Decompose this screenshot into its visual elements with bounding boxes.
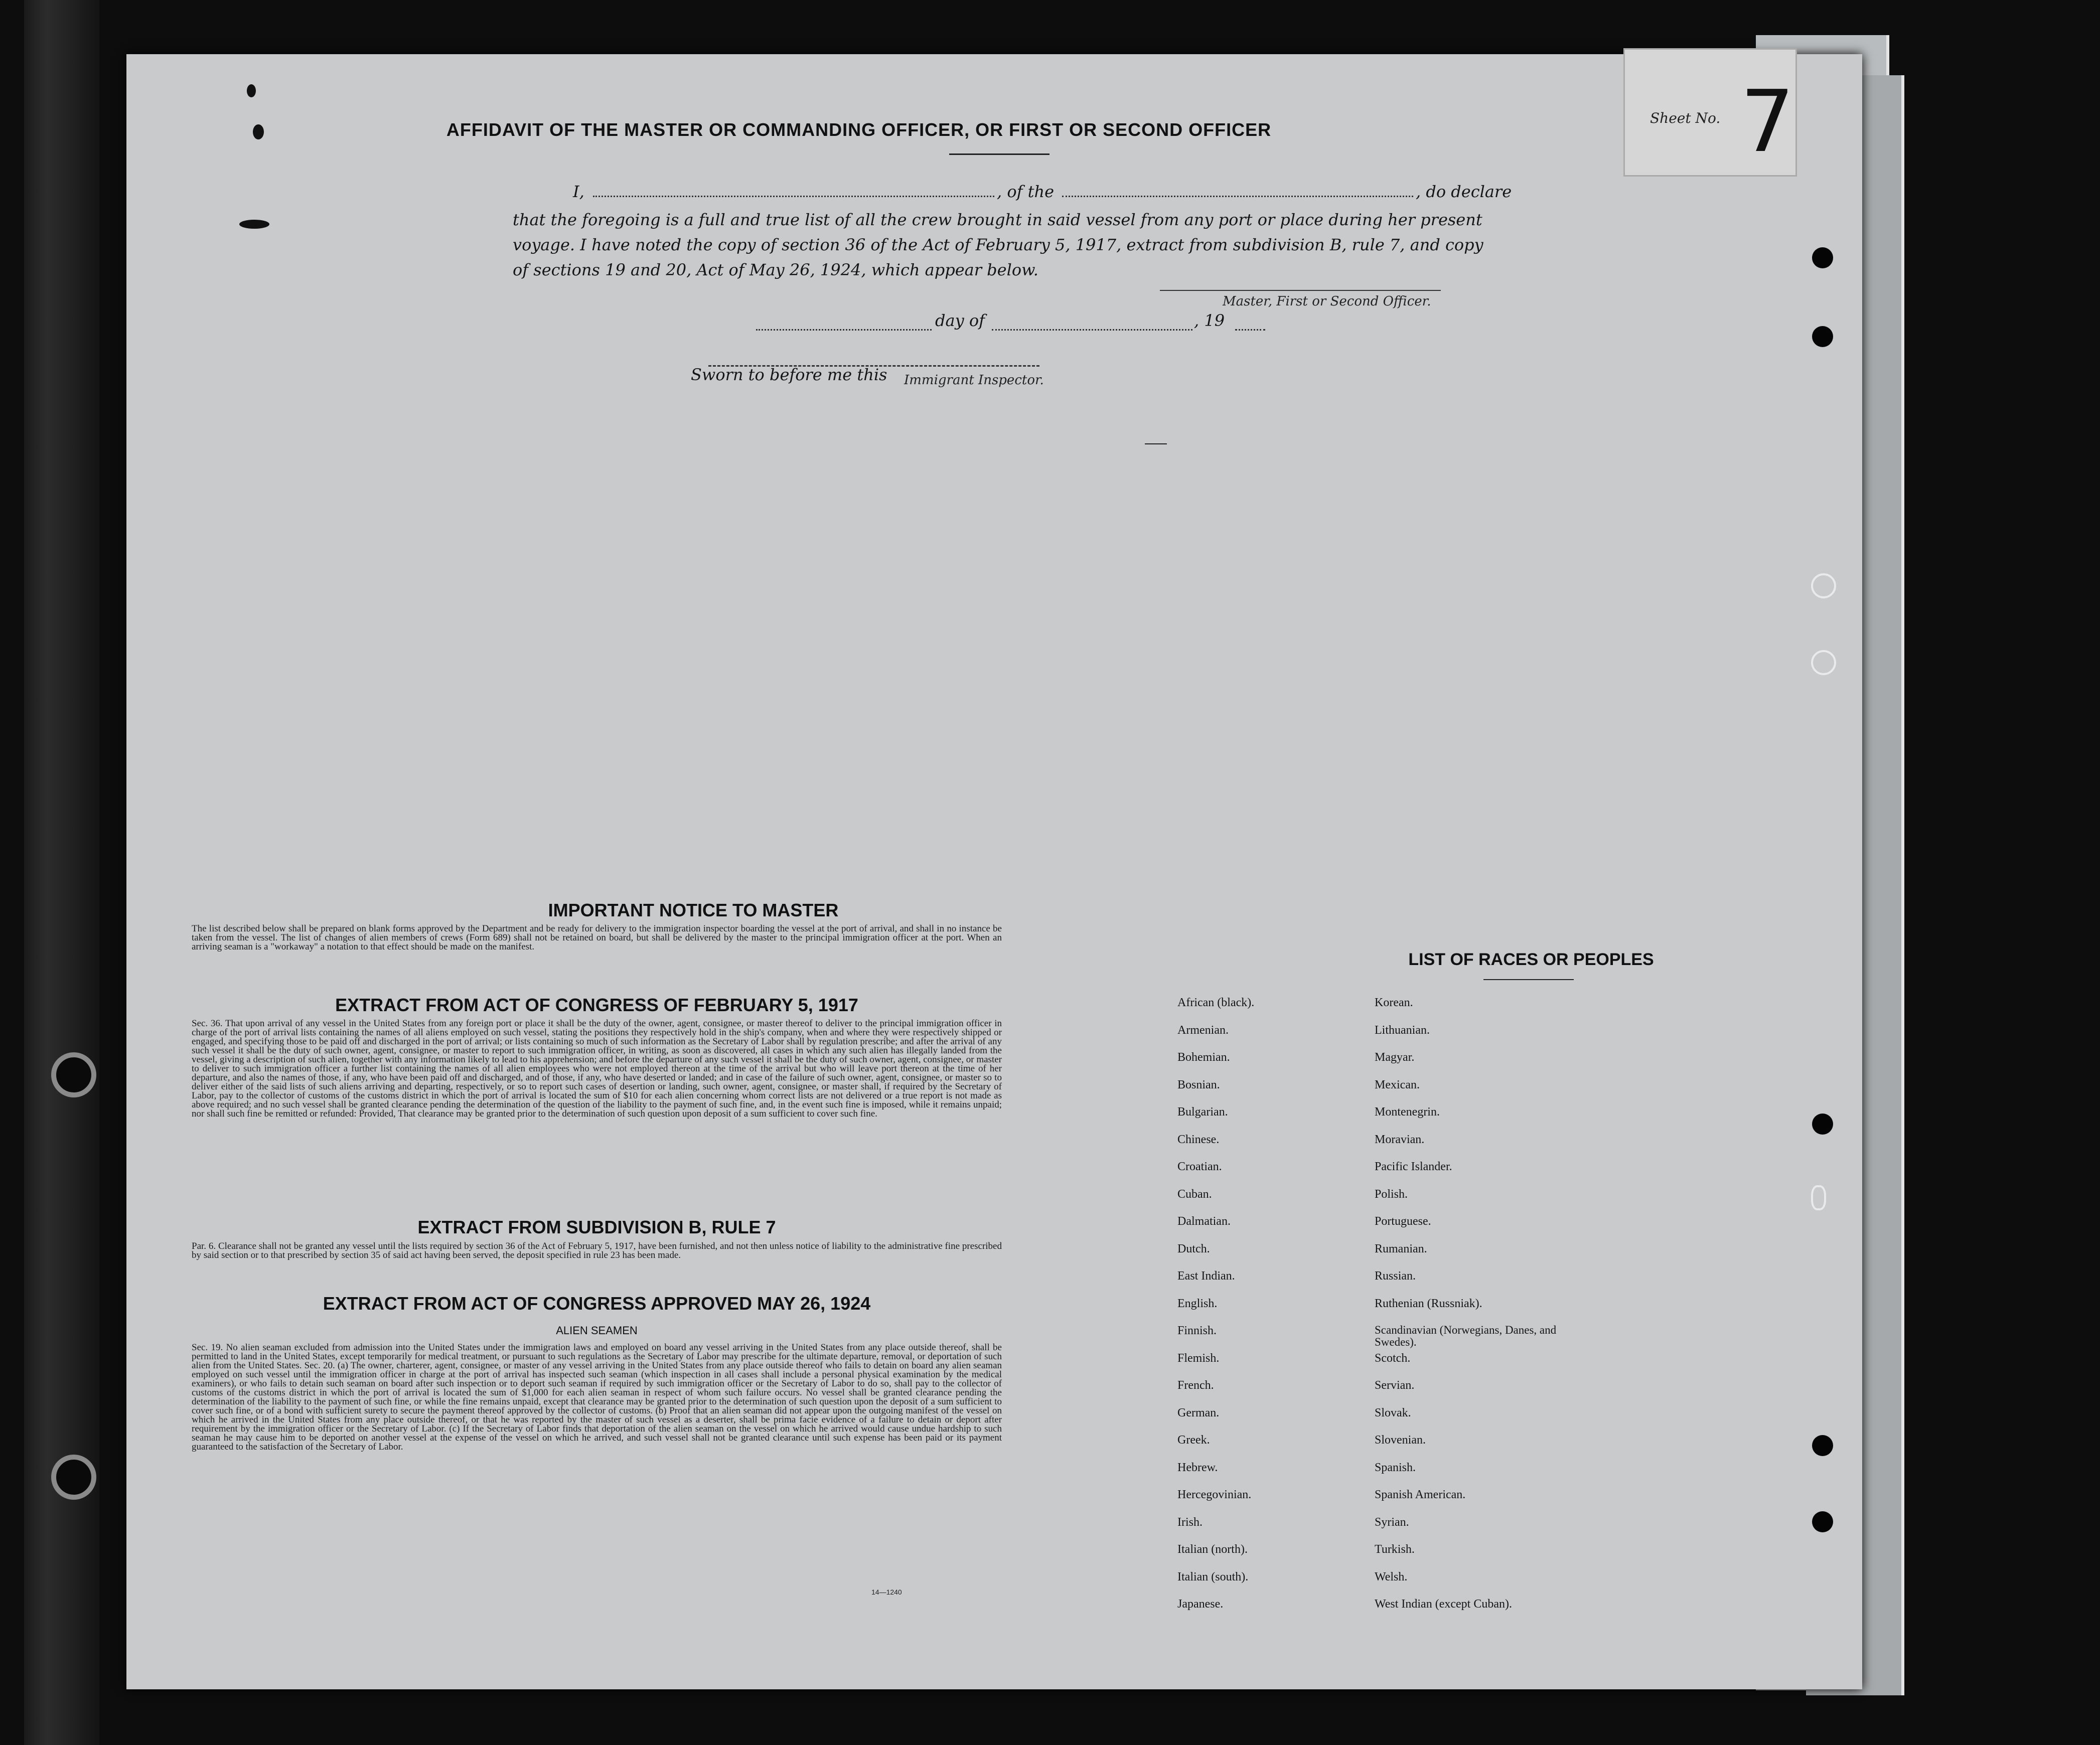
race-item: Dutch. — [1177, 1242, 1210, 1255]
race-item: Ruthenian (Russniak). — [1375, 1297, 1482, 1310]
ink-smudge — [239, 220, 269, 229]
race-item: Magyar. — [1375, 1051, 1415, 1064]
affidavit-line4: of sections 19 and 20, Act of May 26, 1924, which appear below. — [513, 260, 1038, 279]
race-item: Hercegovinian. — [1177, 1488, 1252, 1501]
race-item: Dalmatian. — [1177, 1215, 1231, 1228]
race-item: Flemish. — [1177, 1351, 1220, 1365]
races-left-column — [1177, 996, 1254, 1625]
affidavit-line1 — [573, 182, 584, 201]
i-label: I, — [573, 182, 584, 201]
race-item: Polish. — [1375, 1187, 1408, 1201]
race-item: Spanish American. — [1375, 1488, 1466, 1501]
race-item: Portuguese. — [1375, 1215, 1431, 1228]
race-item: Italian (north). — [1177, 1543, 1248, 1556]
ink-smudge — [247, 84, 256, 97]
punch-hole — [1812, 1114, 1833, 1135]
punch-hole — [1812, 1511, 1833, 1532]
races-title-underline — [1483, 979, 1574, 980]
race-item: Bohemian. — [1177, 1051, 1230, 1064]
document-page — [126, 54, 1862, 1689]
sworn-month-line — [992, 329, 1192, 331]
race-item: West Indian (except Cuban). — [1375, 1598, 1512, 1611]
punch-hole — [1811, 573, 1836, 598]
race-item: Korean. — [1375, 996, 1413, 1009]
races-right-column — [1375, 996, 1565, 1625]
binder-ring — [51, 1052, 96, 1097]
race-item: Bulgarian. — [1177, 1105, 1228, 1119]
do-declare-label: , do declare — [1416, 182, 1512, 201]
race-item: Italian (south). — [1177, 1570, 1249, 1583]
race-item: Mexican. — [1375, 1078, 1420, 1091]
title-underline — [949, 153, 1049, 155]
race-item: English. — [1177, 1297, 1218, 1310]
race-item: Armenian. — [1177, 1023, 1229, 1037]
sworn-prefix: Sworn to before me this — [691, 365, 887, 384]
ink-smudge — [253, 124, 264, 139]
race-item: Moravian. — [1375, 1133, 1425, 1146]
race-item: Greek. — [1177, 1434, 1210, 1447]
race-item: Pacific Islander. — [1375, 1160, 1452, 1173]
extract-1924-text: Sec. 19. No alien seaman excluded from admission into the United States under the immigration laws and employed on board any vessel arriving in the United States from any place outside thereof, shall be permitted to land in the United States, except temporarily for medical treatment, or pursuant to such regulations as the Secretary of Labor may prescribe for the ultimate departure, removal, or deportation of such alien from the United States. Sec. 20. (a) The owner, charterer, agent, consignee, or master of any vessel arriving in the United States from any place outside thereof who fails to detain on board any alien seaman employed on such vessel until the immigration officer in charge at the port of arrival has inspected such seaman (which inspection in all cases shall include a personal physical examination by the medical examiners), or who fails to detain such seaman on board after such inspection or to deport such seaman if required by such immigration officer or the Secretary of Labor to do so, shall pay to the collector of customs of the customs district in which the port of arrival is located the sum of $1,000 for each alien seaman in respect of whom such failure occurs. No vessel shall be granted clearance pending the determination of the liability to the payment of such fine, or while the fine remains unpaid, except that clearance may be granted prior to the determination of such question upon the deposit of a sum sufficient to cover such fine, or of a bond with sufficient surety to secure the payment thereof approved by the collector of customs. (b) Proof that an alien seaman did not appear upon the outgoing manifest of the vessel on which he arrived in the United States from any place outside thereof, or that he was reported by the master of such vessel as a deserter, shall be prima facie evidence of a failure to detain or deport after requirement by the immigration officer or the Secretary of Labor. (c) If the Secretary of Labor finds that deportation of the alien seaman on the vessel on which he arrived would cause undue hardship to such seaman he may cause him to be deported on another vessel at the expense of the vessel on which he arrived, and such vessel shall not be granted clearance until such expense has been paid or its payment guaranteed to the satisfaction of the Secretary of Labor. — [192, 1342, 1002, 1452]
name-blank-line — [593, 196, 994, 197]
race-item: German. — [1177, 1406, 1220, 1419]
affidavit-body — [513, 207, 1606, 282]
race-item: Spanish. — [1375, 1461, 1416, 1474]
race-item: Finnish. — [1177, 1324, 1217, 1337]
sheet-number-value: 7 — [1740, 72, 1795, 172]
race-item: African (black). — [1177, 996, 1255, 1009]
race-item: Cuban. — [1177, 1187, 1212, 1201]
inspector-caption: Immigrant Inspector. — [904, 373, 1044, 388]
race-item: Croatian. — [1177, 1160, 1222, 1173]
master-signature-line — [1160, 290, 1441, 291]
race-item: Russian. — [1375, 1270, 1416, 1283]
race-item: Hebrew. — [1177, 1461, 1218, 1474]
punch-hole — [1812, 326, 1833, 347]
punch-hole — [1812, 1435, 1833, 1456]
divider-dash — [1145, 443, 1167, 444]
of-the-label: , of the — [997, 182, 1055, 201]
form-number: 14—1240 — [871, 1588, 902, 1596]
race-item: Lithuanian. — [1375, 1023, 1430, 1037]
year-prefix-label: , 19 — [1194, 311, 1225, 330]
race-item: Irish. — [1177, 1515, 1203, 1529]
punch-hole — [1811, 650, 1836, 675]
notice-text: The list described below shall be prepared on blank forms approved by the Department and be ready for delivery to the immigration inspector boarding the vessel at the port of arrival, and shall in no instance be taken from the vessel. The list of changes of alien members of crews (Form 689) shall not be retained on board, but shall be delivered by the master to the principal immigration officer at the port. When an arriving seaman is a "workaway" a notation to that effect should be made on the manifest. — [192, 923, 1002, 952]
affidavit-line3: voyage. I have noted the copy of section 36 of the Act of February 5, 1917, extract from subdivision B, rule 7, and copy — [513, 235, 1483, 254]
race-item: Rumanian. — [1375, 1242, 1427, 1255]
vessel-blank-line — [1062, 196, 1413, 197]
extract-rule7-text: Par. 6. Clearance shall not be granted any vessel until the lists required by section 36 of the Act of February 5, 1917, have been furnished, and not then unless notice of liability to the administrative fine prescribed by said section or to that prescribed by section 35 of said act having been served, the deposit specified in rule 23 has been made. — [192, 1241, 1002, 1260]
race-item: Montenegrin. — [1375, 1105, 1440, 1119]
sheet-number-tab — [1623, 48, 1797, 177]
notice-title: IMPORTANT NOTICE TO MASTER — [548, 900, 839, 920]
affidavit-title: AFFIDAVIT OF THE MASTER OR COMMANDING OFFICER, OR FIRST OR SECOND OFFICER — [446, 119, 1272, 140]
extract-1917-text: Sec. 36. That upon arrival of any vessel in the United States from any foreign port or place it shall be the duty of the owner, agent, consignee, or master thereof to deliver to the principal immigration officer in charge of the port of arrival lists containing the names of all aliens employed on such vessel, stating the positions they respectively hold in the ship's company, when and where they were respectively shipped or engaged, and specifying those to be paid off and discharged in the port of arrival; or lists containing so much of such information as the Secretary of Labor shall by regulation prescribe; and after the arrival of any such vessel it shall be the duty of such owner, agent, consignee, or master to report to such immigration officer, in writing, as soon as discovered, all cases in which any such alien has illegally landed from the vessel, giving a description of such alien, together with any information likely to lead to his apprehension; and before the departure of any such vessel it shall be the duty of such owner, agent, consignee, or master to deliver to such immigration officer a further list containing the names of all alien employees who were not employed thereon at the time of the arrival but who will leave port thereon at the time of her departure, and also the names of those, if any, who have been paid off and discharged, and of those, if any, who have deserted or landed; and in case of the failure of such owner, agent, consignee, or master so to deliver either of the said lists of such aliens arriving and departing, respectively, or so to report such cases of desertion or landing, such owner, agent, consignee, or master shall, if required by the Secretary of Labor, pay to the collector of customs of the customs district in which the port of arrival is located the sum of $10 for each alien concerning whom correct lists are not delivered or a true report is not made as above required; and no such vessel shall be granted clearance pending the determination of the question of the liability to the payment of such fine, and, in the event such fine is imposed, while it remains unpaid; nor shall such fine be remitted or refunded: Provided, That clearance may be granted prior to the determination of such question upon deposit of a sum sufficient to cover such fine. — [192, 1018, 1002, 1119]
race-item: Turkish. — [1375, 1543, 1415, 1556]
race-item: Slovenian. — [1375, 1434, 1426, 1447]
sheet-number-label: Sheet No. — [1650, 110, 1721, 126]
master-signature-caption: Master, First or Second Officer. — [1223, 294, 1431, 309]
extract-1917-title: EXTRACT FROM ACT OF CONGRESS OF FEBRUARY 5, 1917 — [335, 995, 858, 1015]
punch-hole — [1811, 1185, 1826, 1210]
race-item: Slovak. — [1375, 1406, 1411, 1419]
race-item: Scotch. — [1375, 1351, 1411, 1365]
alien-seamen-subhead: ALIEN SEAMEN — [556, 1324, 638, 1337]
sworn-year-line — [1235, 329, 1265, 331]
race-item: Servian. — [1375, 1379, 1415, 1392]
day-of-label: day of — [935, 311, 985, 330]
sworn-day-line — [756, 329, 932, 331]
punch-hole — [1812, 247, 1833, 268]
extract-1924-title: EXTRACT FROM ACT OF CONGRESS APPROVED MAY 26, 1924 — [323, 1293, 871, 1314]
race-item: French. — [1177, 1379, 1214, 1392]
affidavit-line2: that the foregoing is a full and true list of all the crew brought in said vessel from any port or place during her present — [513, 210, 1482, 229]
race-item: Chinese. — [1177, 1133, 1220, 1146]
race-item: East Indian. — [1177, 1270, 1235, 1283]
inspector-signature-line — [708, 365, 1039, 367]
race-item: Japanese. — [1177, 1598, 1224, 1611]
race-item: Welsh. — [1375, 1570, 1408, 1583]
races-title: LIST OF RACES OR PEOPLES — [1408, 950, 1654, 969]
binder-ring — [51, 1455, 96, 1500]
race-item: Bosnian. — [1177, 1078, 1220, 1091]
race-item: Syrian. — [1375, 1515, 1409, 1529]
race-item: Scandinavian (Norwegians, Danes, and Swedes). — [1375, 1324, 1557, 1348]
extract-rule7-title: EXTRACT FROM SUBDIVISION B, RULE 7 — [417, 1217, 776, 1237]
sworn-line — [691, 365, 887, 384]
